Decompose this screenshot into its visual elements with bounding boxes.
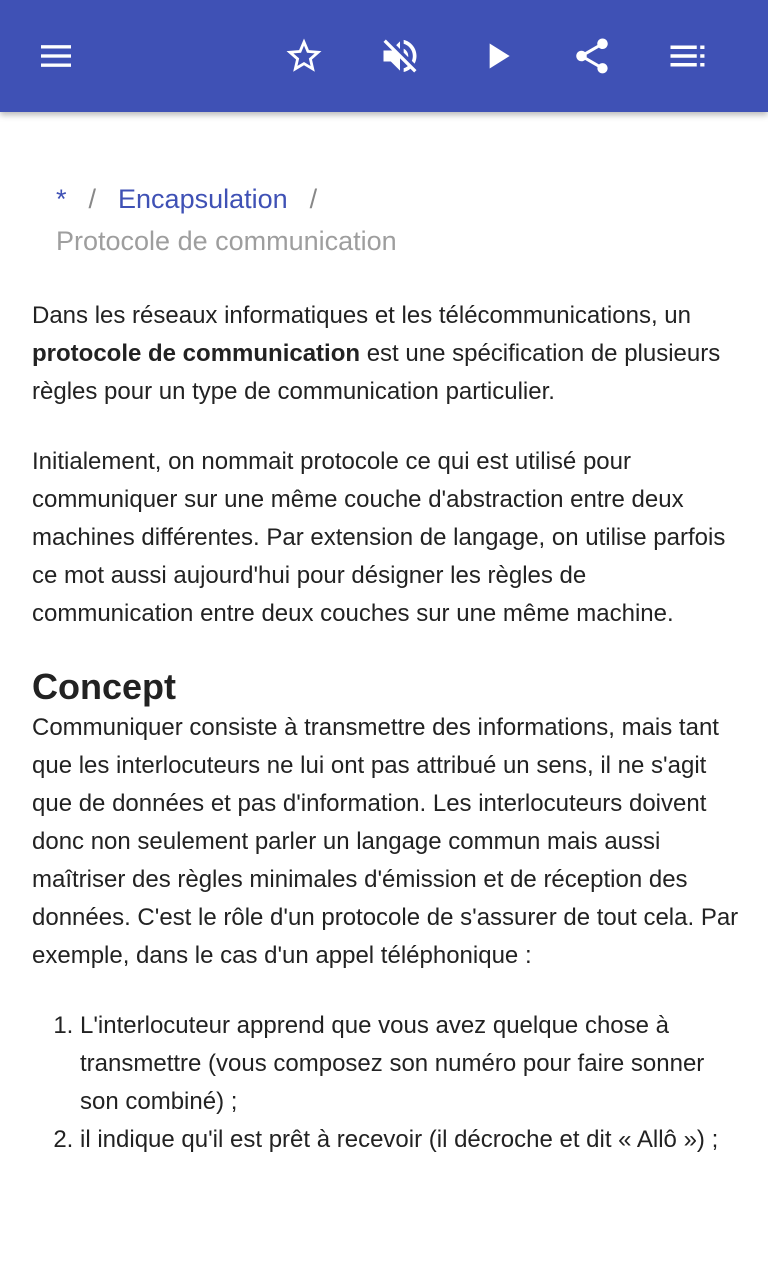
breadcrumb-current: Protocole de communication	[56, 226, 397, 256]
list-menu-icon[interactable]	[664, 32, 712, 80]
star-outline-icon[interactable]	[280, 32, 328, 80]
paragraph-concept: Communiquer consiste à transmettre des informations, mais tant que les interlocuteurs ne lui ont pas attribué un sens, il ne s'agit que de données et pas d'information. Les interlocuteurs doivent donc non seulement parler un langage commun mais aussi maîtriser des règles minimales d'émission et de réception des données. C'est le rôle d'un protocole de s'assurer de tout cela. Par exemple, dans le cas d'un appel téléphonique :	[32, 714, 739, 969]
paragraph-history: Initialement, on nommait protocole ce qui est utilisé pour communiquer sur une même couche d'abstraction entre deux machines différentes. Par extension de langage, on utilise parfois ce mot aussi aujourd'hui pour désigner les règles de communication entre deux couches sur une même machine.	[32, 448, 726, 627]
breadcrumb-separator: /	[88, 184, 97, 214]
breadcrumb	[56, 178, 746, 262]
list-item: 2. il indique qu'il est prêt à recevoir (il décroche et dit « Allô ») ;	[80, 1121, 740, 1159]
paragraph-intro	[32, 297, 740, 411]
breadcrumb-separator: /	[309, 184, 318, 214]
paragraph-text: Dans les réseaux informatiques et les télécommunications, un	[32, 302, 691, 329]
bold-term: protocole de communication	[32, 340, 361, 367]
article-body	[32, 297, 740, 1159]
breadcrumb-parent-link[interactable]: Encapsulation	[118, 184, 288, 214]
breadcrumb-root-link[interactable]: *	[56, 184, 67, 214]
steps-list	[32, 1007, 740, 1159]
share-icon[interactable]	[568, 32, 616, 80]
play-icon[interactable]	[474, 32, 522, 80]
app-bar	[0, 0, 768, 112]
paragraph-text: est une spécification de plusieurs règles pour un type de communication particulier.	[32, 340, 721, 405]
menu-icon[interactable]	[32, 32, 80, 80]
list-item: 1. L'interlocuteur apprend que vous avez quelque chose à transmettre (vous composez son numéro pour faire sonner son combiné) ;	[80, 1007, 740, 1121]
article-content	[0, 112, 768, 1280]
section-heading-concept: Concept	[32, 666, 176, 707]
volume-off-icon[interactable]	[376, 32, 424, 80]
